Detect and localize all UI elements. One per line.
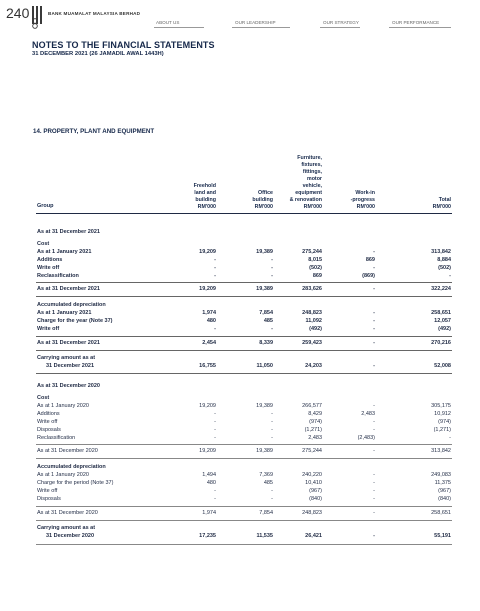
cell-value: 24,203 bbox=[305, 363, 322, 369]
cell-value: 1,494 bbox=[202, 472, 216, 478]
cell-value: (974) bbox=[438, 419, 451, 425]
cell-value: - bbox=[214, 265, 216, 271]
cell-value: - bbox=[271, 273, 273, 279]
column-header-line: Total bbox=[438, 197, 451, 203]
row-divider bbox=[36, 373, 452, 374]
cell-value: - bbox=[373, 533, 375, 539]
cell-value: - bbox=[271, 265, 273, 271]
cell-value: 2,483 bbox=[361, 411, 375, 417]
table-row bbox=[37, 434, 457, 443]
cell-value: - bbox=[373, 419, 375, 425]
row-label: Cost bbox=[37, 395, 50, 401]
row-label: Carrying amount as at bbox=[37, 355, 96, 361]
table-row bbox=[37, 382, 457, 391]
cell-value: - bbox=[373, 488, 375, 494]
column-header-line: RM'000 bbox=[197, 204, 216, 210]
cell-value: (967) bbox=[309, 488, 322, 494]
cell-value: 248,823 bbox=[302, 510, 322, 516]
cell-value: - bbox=[373, 340, 375, 346]
cell-value: 8,884 bbox=[437, 257, 451, 263]
column-header-line: & renovation bbox=[289, 197, 322, 203]
cell-value: 19,389 bbox=[256, 249, 273, 255]
cell-value: 8,015 bbox=[308, 257, 322, 263]
row-label: Reclassification bbox=[37, 435, 76, 441]
row-label: As at 31 December 2021 bbox=[37, 340, 100, 346]
cell-value: - bbox=[373, 318, 375, 324]
table-row bbox=[37, 325, 457, 334]
nav-our-performance[interactable]: OUR PERFORMANCE bbox=[392, 20, 440, 25]
column-header-line: building bbox=[252, 197, 273, 203]
row-label: As at 1 January 2021 bbox=[37, 310, 92, 316]
cell-value: 258,651 bbox=[431, 510, 451, 516]
table-row bbox=[37, 228, 457, 237]
cell-value: 1,974 bbox=[202, 510, 216, 516]
column-header bbox=[389, 197, 451, 211]
cell-value: (869) bbox=[362, 273, 375, 279]
nav-about-us[interactable]: ABOUT US bbox=[156, 20, 180, 25]
row-label: As at 1 January 2021 bbox=[37, 249, 92, 255]
table-row bbox=[37, 362, 457, 371]
cell-value: 2,454 bbox=[202, 340, 216, 346]
cell-value: - bbox=[373, 427, 375, 433]
cell-value: 240,220 bbox=[302, 472, 322, 478]
page-number: 240 bbox=[6, 5, 30, 21]
cell-value: (1,271) bbox=[304, 427, 322, 433]
column-header-line: vehicle, bbox=[302, 183, 322, 189]
cell-value: 266,577 bbox=[302, 403, 322, 409]
cell-value: 258,651 bbox=[431, 310, 451, 316]
row-label: As at 1 January 2020 bbox=[37, 403, 89, 409]
cell-value: - bbox=[373, 310, 375, 316]
cell-value: 10,410 bbox=[305, 480, 322, 486]
cell-value: - bbox=[373, 480, 375, 486]
column-header-line: -progress bbox=[350, 197, 375, 203]
table-row bbox=[37, 339, 457, 348]
table-row bbox=[37, 532, 457, 541]
cell-value: (967) bbox=[438, 488, 451, 494]
cell-value: 313,842 bbox=[431, 249, 451, 255]
cell-value: 480 bbox=[206, 318, 216, 324]
section-title: 14. PROPERTY, PLANT AND EQUIPMENT bbox=[33, 128, 155, 135]
cell-value: 7,854 bbox=[259, 310, 273, 316]
group-label: Group bbox=[37, 203, 54, 209]
cell-value: 275,244 bbox=[302, 448, 322, 454]
row-divider bbox=[36, 458, 452, 459]
cell-value: - bbox=[373, 472, 375, 478]
cell-value: 249,083 bbox=[431, 472, 451, 478]
row-label: As at 31 December 2020 bbox=[37, 448, 98, 454]
cell-value: - bbox=[271, 326, 273, 332]
cell-value: 11,375 bbox=[434, 480, 451, 486]
cell-value: 19,389 bbox=[256, 403, 273, 409]
cell-value: (502) bbox=[438, 265, 451, 271]
cell-value: 480 bbox=[206, 480, 216, 486]
column-header-line: RM'000 bbox=[303, 204, 322, 210]
row-label: Disposals bbox=[37, 496, 61, 502]
cell-value: - bbox=[449, 273, 451, 279]
cell-value: (2,483) bbox=[357, 435, 375, 441]
cell-value: 485 bbox=[263, 480, 273, 486]
cell-value: 283,626 bbox=[302, 286, 322, 292]
cell-value: 869 bbox=[312, 273, 322, 279]
cell-value: (840) bbox=[438, 496, 451, 502]
cell-value: - bbox=[214, 326, 216, 332]
bank-logo-icon bbox=[31, 4, 45, 30]
page-title: NOTES TO THE FINANCIAL STATEMENTS bbox=[32, 40, 215, 50]
row-label: Write off bbox=[37, 265, 60, 271]
nav-our-leadership[interactable]: OUR LEADERSHIP bbox=[235, 20, 276, 25]
row-label: Write off bbox=[37, 419, 58, 425]
cell-value: - bbox=[214, 411, 216, 417]
cell-value: 2,483 bbox=[308, 435, 322, 441]
row-label: Reclassification bbox=[37, 273, 79, 279]
row-divider bbox=[36, 506, 452, 507]
cell-value: 11,092 bbox=[305, 318, 322, 324]
row-label: As at 31 December 2020 bbox=[37, 383, 100, 389]
cell-value: 11,050 bbox=[256, 363, 273, 369]
cell-value: 52,008 bbox=[434, 363, 451, 369]
row-divider bbox=[36, 336, 452, 337]
cell-value: 8,429 bbox=[308, 411, 322, 417]
cell-value: - bbox=[373, 249, 375, 255]
column-header-line: RM'000 bbox=[432, 204, 451, 210]
cell-value: - bbox=[214, 427, 216, 433]
cell-value: - bbox=[271, 427, 273, 433]
cell-value: (1,271) bbox=[433, 427, 451, 433]
cell-value: - bbox=[271, 411, 273, 417]
row-label: As at 31 December 2021 bbox=[37, 286, 100, 292]
column-header bbox=[154, 183, 216, 211]
cell-value: - bbox=[373, 510, 375, 516]
column-header-line: building bbox=[195, 197, 216, 203]
nav-our-strategy[interactable]: OUR STRATEGY bbox=[323, 20, 359, 25]
table-row bbox=[37, 447, 457, 456]
row-label: 31 December 2020 bbox=[46, 533, 95, 539]
row-label: As at 31 December 2020 bbox=[37, 510, 98, 516]
cell-value: 7,369 bbox=[259, 472, 273, 478]
row-label: 31 December 2021 bbox=[46, 363, 95, 369]
cell-value: 11,535 bbox=[256, 533, 273, 539]
cell-value: - bbox=[373, 363, 375, 369]
cell-value: - bbox=[214, 488, 216, 494]
cell-value: 26,421 bbox=[305, 533, 322, 539]
table-row bbox=[37, 495, 457, 504]
row-label: Additions bbox=[37, 257, 63, 263]
row-label: Carrying amount as at bbox=[37, 525, 96, 531]
table-row bbox=[37, 285, 457, 294]
page-subtitle: 31 DECEMBER 2021 (26 JAMADIL AWAL 1443H) bbox=[32, 51, 164, 57]
row-label: Accumulated depreciation bbox=[37, 464, 106, 470]
cell-value: 17,235 bbox=[199, 533, 216, 539]
cell-value: - bbox=[214, 496, 216, 502]
column-header-line: Freehold bbox=[193, 183, 216, 189]
cell-value: 16,755 bbox=[199, 363, 216, 369]
cell-value: - bbox=[373, 448, 375, 454]
cell-value: (840) bbox=[309, 496, 322, 502]
row-label: As at 1 January 2020 bbox=[37, 472, 89, 478]
cell-value: 55,191 bbox=[434, 533, 451, 539]
column-header-line: Work-in bbox=[355, 190, 375, 196]
cell-value: (492) bbox=[438, 326, 451, 332]
row-divider bbox=[36, 296, 452, 297]
column-header-line: fittings, bbox=[302, 169, 322, 175]
cell-value: - bbox=[271, 488, 273, 494]
cell-value: 270,216 bbox=[431, 340, 451, 346]
column-header bbox=[313, 190, 375, 211]
cell-value: - bbox=[214, 419, 216, 425]
cell-value: - bbox=[449, 435, 451, 441]
table-row bbox=[37, 272, 457, 281]
cell-value: - bbox=[271, 435, 273, 441]
cell-value: 12,057 bbox=[434, 318, 451, 324]
cell-value: 275,244 bbox=[302, 249, 322, 255]
cell-value: - bbox=[373, 496, 375, 502]
column-header-line: fixtures, bbox=[301, 162, 322, 168]
cell-value: 485 bbox=[263, 318, 273, 324]
cell-value: 19,389 bbox=[256, 286, 273, 292]
cell-value: - bbox=[373, 265, 375, 271]
page-header bbox=[0, 0, 480, 40]
row-label: As at 31 December 2021 bbox=[37, 229, 100, 235]
row-label: Write off bbox=[37, 488, 58, 494]
cell-value: - bbox=[373, 286, 375, 292]
nav-divider bbox=[389, 27, 451, 28]
row-divider bbox=[36, 544, 452, 545]
row-label: Write off bbox=[37, 326, 60, 332]
cell-value: 305,175 bbox=[431, 403, 451, 409]
cell-value: 10,912 bbox=[434, 411, 451, 417]
cell-value: 8,339 bbox=[259, 340, 273, 346]
cell-value: - bbox=[271, 496, 273, 502]
row-label: Accumulated depreciation bbox=[37, 302, 106, 308]
row-divider bbox=[36, 282, 452, 283]
cell-value: - bbox=[373, 326, 375, 332]
nav-divider bbox=[320, 27, 360, 28]
nav-divider bbox=[154, 27, 204, 28]
cell-value: - bbox=[271, 257, 273, 263]
cell-value: - bbox=[373, 403, 375, 409]
row-divider bbox=[36, 350, 452, 351]
cell-value: - bbox=[214, 257, 216, 263]
row-label: Disposals bbox=[37, 427, 61, 433]
cell-value: (502) bbox=[309, 265, 322, 271]
column-header-line: RM'000 bbox=[356, 204, 375, 210]
row-label: Charge for the period (Note 37) bbox=[37, 480, 114, 486]
cell-value: 313,842 bbox=[431, 448, 451, 454]
row-divider bbox=[36, 520, 452, 521]
cell-value: 322,224 bbox=[431, 286, 451, 292]
cell-value: - bbox=[214, 273, 216, 279]
column-header-line: RM'000 bbox=[254, 204, 273, 210]
cell-value: 259,423 bbox=[302, 340, 322, 346]
row-divider bbox=[36, 444, 452, 445]
row-label: Charge for the year (Note 37) bbox=[37, 318, 113, 324]
table-row bbox=[37, 509, 457, 518]
cell-value: 19,389 bbox=[256, 448, 273, 454]
cell-value: - bbox=[271, 419, 273, 425]
column-header-line: motor bbox=[306, 176, 322, 182]
cell-value: 248,823 bbox=[302, 310, 322, 316]
cell-value: - bbox=[214, 435, 216, 441]
cell-value: 1,974 bbox=[202, 310, 216, 316]
cell-value: 19,209 bbox=[199, 448, 216, 454]
cell-value: (974) bbox=[309, 419, 322, 425]
bank-name: BANK MUAMALAT MALAYSIA BERHAD bbox=[48, 11, 141, 16]
column-header-line: Office bbox=[257, 190, 273, 196]
row-label: Additions bbox=[37, 411, 60, 417]
nav-divider bbox=[232, 27, 290, 28]
cell-value: 19,209 bbox=[199, 286, 216, 292]
cell-value: (492) bbox=[309, 326, 322, 332]
cell-value: 7,854 bbox=[259, 510, 273, 516]
column-header-line: Furniture, bbox=[297, 155, 322, 161]
cell-value: 19,209 bbox=[199, 249, 216, 255]
cell-value: 19,209 bbox=[199, 403, 216, 409]
cell-value: 869 bbox=[365, 257, 375, 263]
row-label: Cost bbox=[37, 241, 50, 247]
column-header-line: equipment bbox=[295, 190, 322, 196]
header-rule bbox=[36, 213, 452, 214]
column-header-line: land and bbox=[194, 190, 216, 196]
